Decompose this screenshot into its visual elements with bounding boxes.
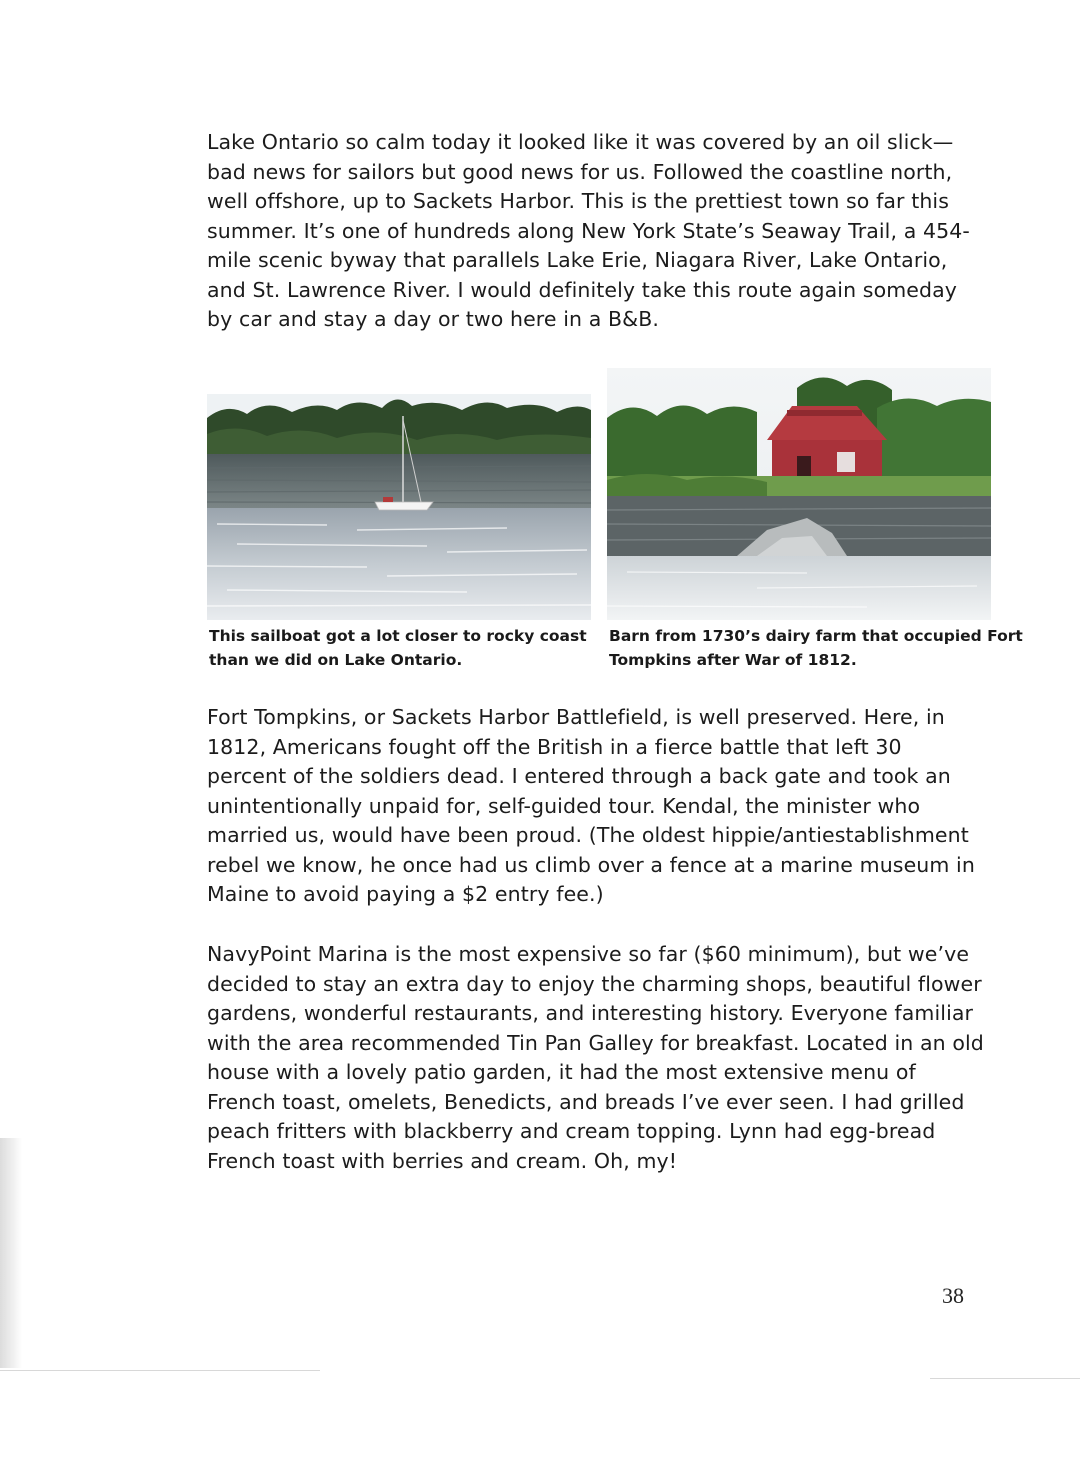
scan-artifact-line [930, 1378, 1080, 1379]
scan-edge-shadow [0, 1138, 22, 1368]
paragraph-navypoint-marina: NavyPoint Marina is the most expensive so far ($60 minimum), but we’ve decided to stay an extra day to enjoy the charming shops, beautiful flower gardens, wonderful restaurants, and interesting history. Everyone familiar with the area recommended Tin Pan Galley for breakfast. Located in an old house with a lovely patio garden, it had the most extensive menu of French toast, omelets, Benedicts, and breads I’ve ever seen. I had grilled peach fritters with blackberry and cream topping. Lynn had egg-bread French toast with berries and cream. Oh, my! [207, 942, 984, 1173]
sailboat-photo [207, 394, 591, 620]
scan-artifact-line [0, 1370, 320, 1371]
paragraph-fort-tompkins: Fort Tompkins, or Sackets Harbor Battlefield, is well preserved. Here, in 1812, Americans fought off the British in a fierce battle that left 30 percent of the soldiers dead. I entered through a back gate and took an unintentionally unpaid for, self-guided tour. Kendal, the minister who married us, would have been proud. (The oldest hippie/antiestablishment rebel we know, he once had us climb over a fence at a marine museum in Maine to avoid paying a $2 entry fee.) [207, 705, 975, 906]
paragraph-lake-ontario: Lake Ontario so calm today it looked like it was covered by an oil slick—bad news for sailors but good news for us. Followed the coastline north, well offshore, up to Sackets Harbor. This is the prettiest town so far this summer. It’s one of hundreds along New York State’s Seaway Trail, a 454-mile scenic byway that parallels Lake Erie, Niagara River, Lake Ontario, and St. Lawrence River. I would definitely take this route again someday by car and stay a day or two here in a B&B. [207, 130, 970, 331]
barn-photo [607, 368, 991, 620]
sailboat-photo-image [207, 394, 591, 620]
sailboat-caption: This sailboat got a lot closer to rocky coast than we did on Lake Ontario. [209, 627, 587, 669]
page-number: 38 [942, 1283, 964, 1308]
barn-photo-image [607, 368, 991, 620]
barn-caption: Barn from 1730’s dairy farm that occupied Fort Tompkins after War of 1812. [609, 627, 1023, 669]
